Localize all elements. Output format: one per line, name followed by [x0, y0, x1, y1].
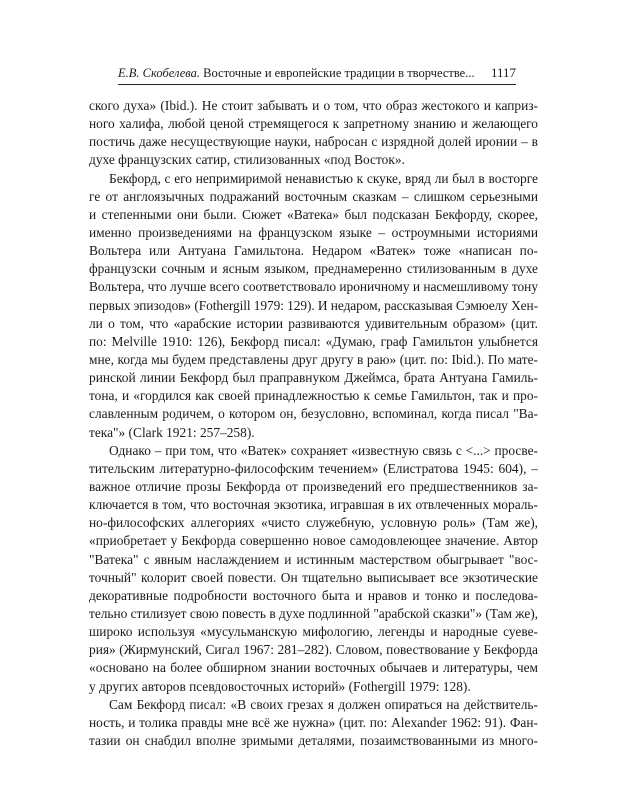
- text-line: «основано на более обширном знании восточных обычаев и литературы, чем: [89, 660, 538, 676]
- text-line: духе французских сатир, стилизованных «под Восток».: [89, 152, 405, 168]
- header-rule: [118, 84, 516, 85]
- text-line: ного халифа, любой ценой стремящегося к запретному знанию и желающего: [89, 116, 538, 132]
- text-line: Бекфорд, с его непримиримой ненавистью к скуке, вряд ли был в восторге: [109, 170, 538, 186]
- text-line: но-философских аллегориях «чисто служебную, условную роль» (Там же),: [89, 515, 538, 531]
- text-line: тительским литературно-философским течением» (Елистратова 1945: 604), –: [89, 460, 538, 476]
- text-line: ность, и толика правды мне всё же нужна» (цит. по: Alexander 1962: 91). Фан-: [89, 714, 538, 730]
- text-line: по: Melville 1910: 126), Бекфорд писал: «Думаю, граф Гамильтон улыбнется: [89, 333, 538, 349]
- text-line: ринской линии Бекфорд был праправнуком Джеймса, брата Антуана Гамиль-: [89, 370, 538, 386]
- text-line: тека"» (Clark 1921: 257–258).: [89, 424, 255, 440]
- text-line: широко используя «мусульманскую мифологию, легенды и народные суеве-: [89, 624, 538, 640]
- text-line: Вольтера или Антуана Гамильтона. Недаром «Ватек» тоже «написан по-: [89, 243, 538, 259]
- text-line: рия» (Жирмунский, Сигал 1967: 281–282). Словом, повествование у Бекфорда: [89, 642, 538, 658]
- text-line: декоративные подробности восточного быта и нравов и тонко и последова-: [89, 587, 538, 603]
- text-line: постичь даже несуществующие науки, набросан с изрядной долей иронии – в: [89, 134, 538, 150]
- running-header: [118, 62, 516, 84]
- text-line: мне, когда мы будем представлены друг другу в раю» (цит. по: Ibid.). По мате-: [89, 351, 538, 367]
- text-line: ли о том, что «арабские истории развиваются удивительным образом» (цит.: [89, 315, 538, 331]
- text-line: ключается в том, что восточная экзотика, игравшая в их отвлеченных мораль-: [89, 497, 538, 513]
- text-line: тельно стилизует свою повесть в духе подлинной "арабской сказки"» (Там же),: [89, 605, 539, 621]
- text-line: ге от англоязычных подражаний восточным сказкам – слишком серьезными: [89, 188, 538, 204]
- text-line: "Ватека" с явным наслаждением и истинным мастерством обыгрывает "вос-: [89, 551, 538, 567]
- text-line: славленным родичем, о котором он, безусловно, вспоминал, когда писал "Ва-: [89, 406, 538, 422]
- text-line: важное отличие прозы Бекфорда от произведений его предшественников за-: [89, 478, 538, 494]
- running-author: Е.В. Скобелева.: [118, 66, 200, 80]
- text-line: Однако – при том, что «Ватек» сохраняет «известную связь с <...> просве-: [109, 442, 538, 458]
- body-text: [89, 97, 538, 750]
- text-line: тона, и «гордился как своей принадлежностью к семье Гамильтон, так и про-: [89, 388, 538, 404]
- text-line: Вольтера, что лучше всего соответствовало ироничному и насмешливому тону: [89, 279, 538, 295]
- text-line: точный" колорит своей повести. Он тщательно выписывает все экзотические: [89, 569, 538, 585]
- running-title: [118, 62, 475, 84]
- running-title-text: Восточные и европейские традиции в творчестве...: [200, 66, 475, 80]
- page-number: 1117: [490, 65, 516, 80]
- text-line: ского духа» (Ibid.). Не стоит забывать и о том, что образ жестокого и каприз-: [89, 98, 538, 113]
- text-line: у других авторов псевдовосточных историй» (Fothergill 1979: 128).: [89, 678, 471, 694]
- text-line: тазии он снабдил вполне зримыми деталями, позаимствованными из много-: [89, 732, 538, 748]
- text-line: Сам Бекфорд писал: «В своих грезах я должен опираться на действитель-: [109, 696, 538, 712]
- text-line: именно произведениями на французском языке – остроумными историями: [89, 224, 538, 240]
- text-line: и степенными они были. Сюжет «Ватека» был подсказан Бекфорду, скорее,: [89, 206, 538, 222]
- text-line: «приобретает у Бекфорда совершенно новое самодовлеющее значение. Автор: [89, 533, 538, 549]
- text-line: французски сочным и ясным языком, преднамеренно стилизованным в духе: [89, 261, 538, 277]
- text-line: первых эпизодов» (Fothergill 1979: 129). И недаром, рассказывая Сэмюелу Хен-: [89, 297, 538, 313]
